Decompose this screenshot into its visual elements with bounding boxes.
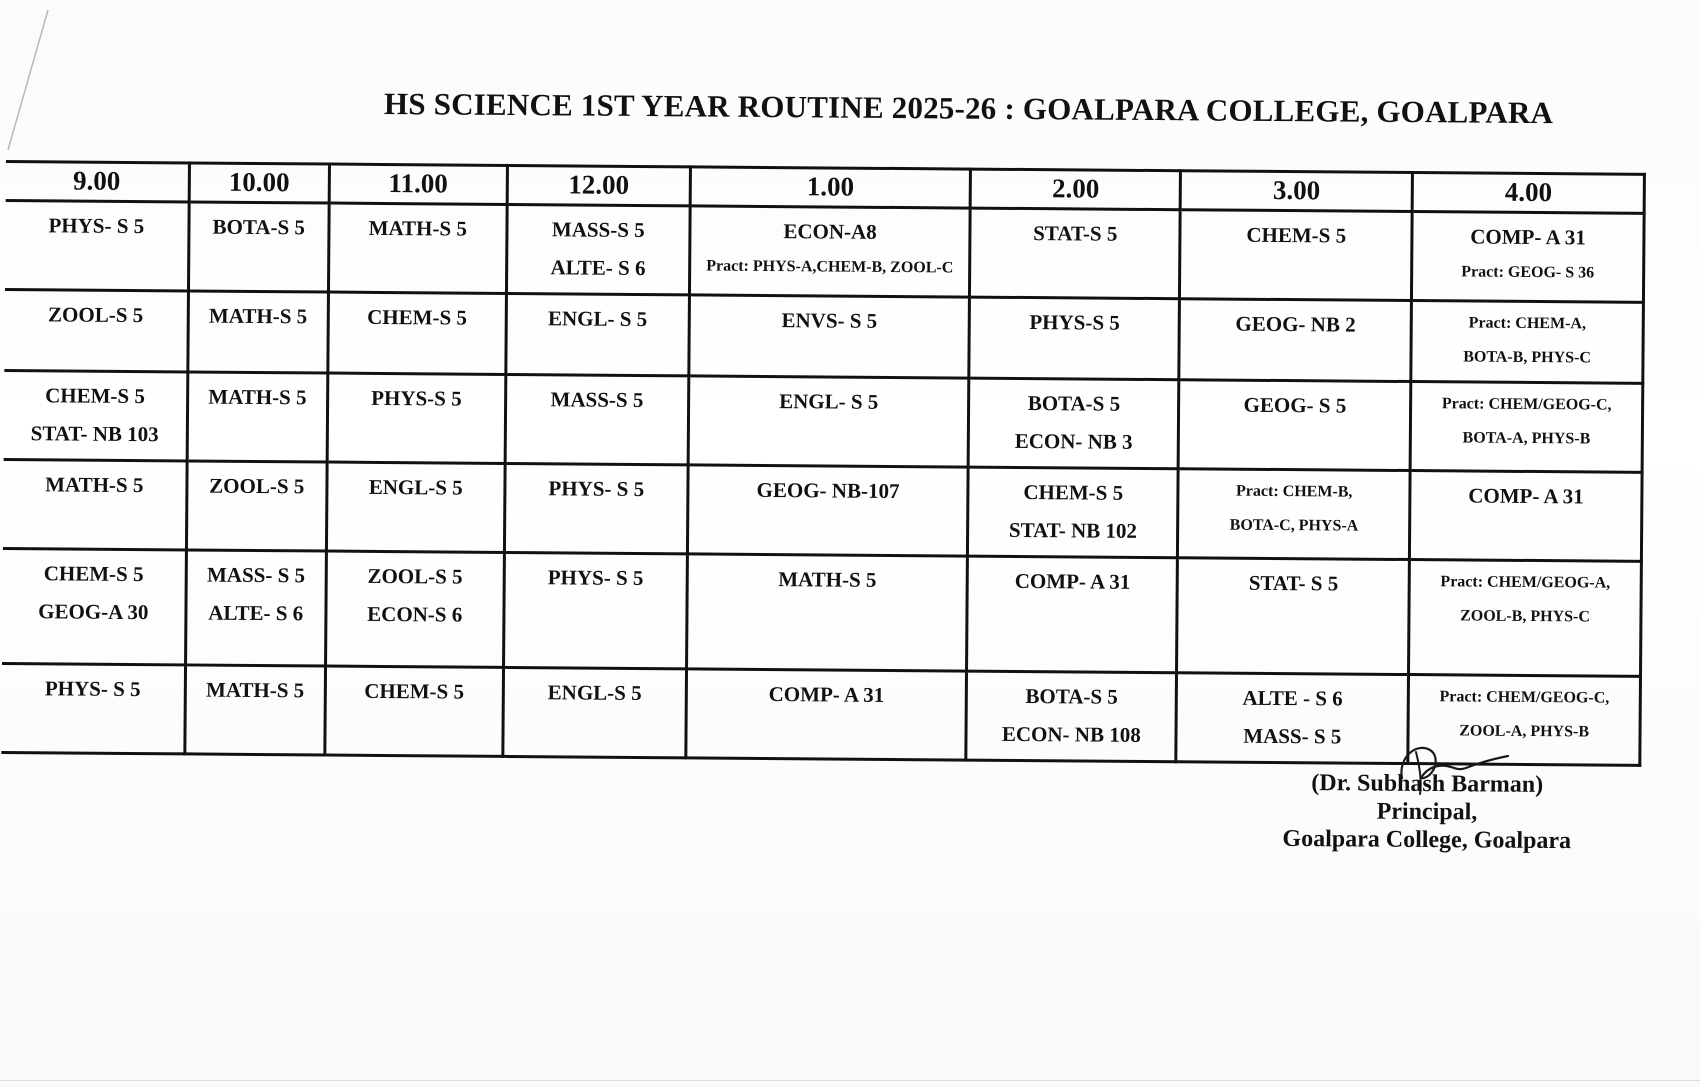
cell-line: Pract: CHEM-A, — [1468, 314, 1587, 333]
cell-line: GEOG- NB 2 — [1235, 311, 1356, 337]
cell-line: STAT- S 5 — [1248, 570, 1339, 596]
cell-line: MATH-S 5 — [45, 472, 144, 498]
cell-line: PHYS- S 5 — [44, 676, 141, 702]
routine-cell — [1179, 299, 1411, 382]
cell-line: ZOOL-S 5 — [209, 473, 305, 499]
time-header: 11.00 — [329, 164, 507, 204]
cell-line: BOTA-A, PHYS-B — [1462, 429, 1591, 448]
cell-line: CHEM-S 5 — [367, 304, 468, 330]
cell-line: ENGL- S 5 — [547, 306, 648, 332]
routine-cell — [1412, 212, 1645, 303]
cell-line: COMP- A 31 — [768, 682, 885, 707]
cell-line: CHEM-S 5 — [45, 383, 145, 409]
cell-line: STAT- NB 103 — [30, 421, 159, 447]
routine-cell — [968, 467, 1179, 558]
cell-line: PHYS- S 5 — [48, 213, 145, 239]
cell-line: BOTA-S 5 — [212, 214, 306, 240]
cell-line: ECON- NB 3 — [1014, 428, 1133, 454]
routine-cell — [325, 551, 504, 667]
cell-line: PHYS- S 5 — [548, 476, 645, 502]
routine-cell — [188, 291, 329, 373]
cell-line: MASS-S 5 — [550, 387, 644, 413]
cell-line: CHEM-S 5 — [43, 561, 144, 587]
cell-line: ECON- NB 108 — [1001, 721, 1141, 747]
cell-line: GEOG- NB-107 — [756, 477, 900, 504]
cell-line: ALTE- S 6 — [550, 255, 646, 281]
cell-line: Pract: CHEM-B, — [1235, 482, 1353, 501]
cell-line: Pract: CHEM/GEOG-C, — [1439, 688, 1610, 707]
time-header: 3.00 — [1181, 171, 1413, 212]
signatory-designation: Principal, — [1376, 798, 1478, 826]
routine-cell — [968, 378, 1179, 469]
cell-line: ENGL-S 5 — [547, 680, 642, 706]
signatory-institution: Goalpara College, Goalpara — [1282, 825, 1572, 855]
signatory-block — [1262, 769, 1593, 856]
cell-line: MASS- S 5 — [1243, 723, 1342, 749]
table-row — [4, 370, 1643, 472]
routine-cell — [506, 293, 690, 375]
cell-line: ENVS- S 5 — [781, 308, 878, 333]
cell-line: ZOOL-S 5 — [48, 302, 144, 328]
document-title: HS SCIENCE 1ST YEAR ROUTINE 2025-26 : GOALPARA COLLEGE, GOALPARA — [383, 86, 1554, 131]
cell-line: GEOG-A 30 — [38, 599, 149, 625]
cell-line: MATH-S 5 — [368, 215, 467, 241]
routine-cell — [5, 200, 189, 290]
cell-line: CHEM-S 5 — [1246, 222, 1347, 248]
routine-cell — [970, 208, 1181, 299]
routine-cell — [326, 462, 505, 552]
routine-cell — [4, 289, 188, 371]
cell-line: ECON-S 6 — [367, 601, 463, 627]
cell-line: GEOG- S 5 — [1243, 392, 1347, 418]
cell-line: Pract: CHEM/GEOG-C, — [1441, 395, 1612, 414]
routine-cell — [328, 203, 507, 293]
routine-cell — [187, 372, 328, 462]
routine-cell — [1179, 380, 1411, 471]
routine-table-wrapper — [1, 160, 1646, 767]
routine-cell — [506, 204, 690, 294]
routine-cell — [689, 206, 970, 297]
routine-cell — [966, 671, 1177, 762]
routine-cell — [1, 663, 185, 753]
routine-cell — [1180, 210, 1412, 301]
cell-line: Pract: CHEM/GEOG-A, — [1440, 573, 1611, 592]
routine-cell — [686, 669, 967, 760]
cell-line: ENGL-S 5 — [368, 474, 463, 500]
routine-cell — [688, 376, 969, 467]
cell-line: ECON-A8 — [783, 219, 877, 244]
table-row — [1, 663, 1640, 765]
table-row — [5, 200, 1644, 302]
time-header: 2.00 — [970, 169, 1180, 210]
routine-cell — [1409, 560, 1642, 677]
cell-line: PHYS-S 5 — [371, 385, 462, 411]
routine-cell — [185, 665, 326, 755]
routine-cell — [1176, 673, 1408, 764]
cell-line: COMP- A 31 — [1468, 483, 1584, 509]
table-row — [2, 548, 1641, 676]
time-header: 4.00 — [1412, 173, 1644, 214]
routine-cell — [687, 554, 968, 671]
cell-line: MATH-S 5 — [208, 384, 307, 410]
cell-line: PHYS- S 5 — [547, 565, 644, 591]
routine-cell — [969, 297, 1180, 380]
routine-cell — [327, 373, 506, 463]
routine-cell — [505, 374, 689, 464]
cell-line: ENGL- S 5 — [779, 389, 879, 414]
cell-line: CHEM-S 5 — [364, 678, 465, 704]
page-edge — [0, 1080, 1700, 1081]
table-row — [3, 459, 1642, 561]
cell-line: COMP- A 31 — [1470, 224, 1586, 250]
routine-cell — [188, 202, 329, 292]
cell-line: MATH-S 5 — [778, 567, 877, 592]
cell-line: ZOOL-B, PHYS-C — [1460, 607, 1591, 626]
routine-table — [1, 160, 1646, 767]
cell-line: CHEM-S 5 — [1023, 480, 1124, 505]
routine-cell — [185, 550, 326, 666]
routine-cell — [186, 461, 327, 551]
routine-cell — [325, 666, 504, 756]
routine-cell — [2, 548, 186, 664]
cell-line: STAT-S 5 — [1033, 221, 1118, 246]
cell-line: Pract: PHYS-A,CHEM-B, ZOOL-C — [706, 257, 954, 277]
cell-line: ALTE - S 6 — [1242, 685, 1343, 711]
cell-line: PHYS-S 5 — [1029, 310, 1120, 335]
routine-cell — [1410, 382, 1643, 473]
table-row — [4, 289, 1643, 383]
cell-line: ALTE- S 6 — [208, 600, 304, 626]
cell-line: MATH-S 5 — [208, 303, 308, 329]
routine-cell — [503, 552, 687, 668]
signatory-name: (Dr. Subhash Barman) — [1311, 770, 1544, 798]
cell-line: ZOOL-A, PHYS-B — [1459, 722, 1590, 741]
routine-cell — [328, 292, 506, 374]
routine-cell — [689, 295, 970, 378]
cell-line: MASS-S 5 — [551, 217, 645, 243]
cell-line: BOTA-B, PHYS-C — [1463, 348, 1592, 367]
cell-line: MASS- S 5 — [206, 562, 306, 588]
cell-line: BOTA-S 5 — [1027, 391, 1121, 416]
routine-cell — [687, 465, 968, 556]
paper-crease — [0, 0, 60, 160]
time-header: 12.00 — [507, 165, 691, 205]
cell-line: MATH-S 5 — [205, 677, 305, 703]
routine-cell — [504, 463, 688, 553]
time-header: 9.00 — [6, 161, 190, 201]
routine-cell — [3, 459, 187, 549]
routine-cell — [1410, 471, 1643, 562]
cell-line: STAT- NB 102 — [1008, 517, 1138, 543]
routine-cell — [1411, 301, 1643, 384]
cell-line: BOTA-S 5 — [1025, 684, 1118, 709]
routine-cell — [1178, 469, 1410, 560]
routine-cell — [503, 667, 687, 757]
cell-line: COMP- A 31 — [1014, 568, 1131, 594]
cell-line: Pract: GEOG- S 36 — [1461, 263, 1595, 282]
routine-cell — [967, 556, 1178, 673]
cell-line: BOTA-C, PHYS-A — [1229, 516, 1359, 535]
time-header: 1.00 — [690, 167, 971, 208]
routine-cell — [1177, 558, 1410, 675]
cell-line: ZOOL-S 5 — [367, 563, 463, 589]
time-header: 10.00 — [189, 163, 329, 203]
routine-cell — [4, 370, 188, 460]
